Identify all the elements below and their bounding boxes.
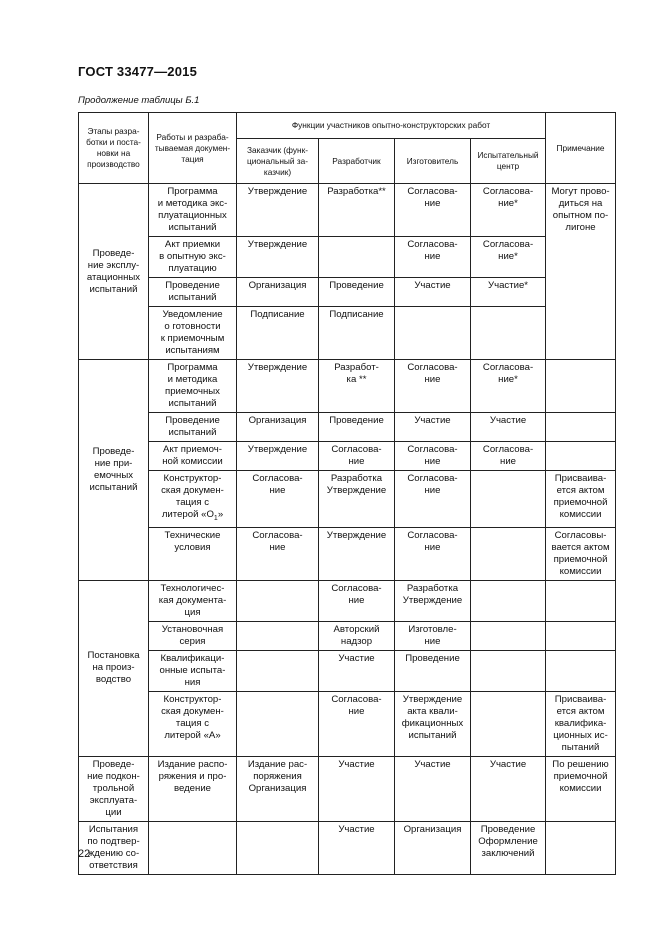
customer-cell: Организация <box>237 278 319 307</box>
work-cell: Акт приемоч- ной комиссии <box>149 442 237 471</box>
work-cell: Издание распо- ряжения и про- ведение <box>149 756 237 821</box>
manufacturer-cell: Участие <box>395 278 471 307</box>
table-row <box>79 360 616 413</box>
test-center-cell: Проведение Оформление заключений <box>471 821 546 874</box>
note-cell <box>546 650 616 691</box>
test-center-cell <box>471 471 546 528</box>
manufacturer-cell: Участие <box>395 756 471 821</box>
table-row <box>79 821 616 874</box>
table-row <box>79 307 616 360</box>
header-note: Примечание <box>546 113 616 184</box>
test-center-cell: Участие <box>471 756 546 821</box>
developer-cell: Участие <box>319 821 395 874</box>
note-cell: Согласовы- вается актом приемочной комиссии <box>546 527 616 580</box>
manufacturer-cell: Согласова- ние <box>395 527 471 580</box>
manufacturer-cell: Согласова- ние <box>395 442 471 471</box>
manufacturer-cell: Участие <box>395 413 471 442</box>
test-center-cell <box>471 580 546 621</box>
table-row <box>79 413 616 442</box>
table-row <box>79 580 616 621</box>
header-works: Работы и разраба- тываемая докумен- тация <box>149 113 237 184</box>
test-center-cell: Согласова- ние* <box>471 237 546 278</box>
manufacturer-cell: Разработка Утверждение <box>395 580 471 621</box>
note-cell <box>546 442 616 471</box>
work-cell: Программа и методика приемочных испытаний <box>149 360 237 413</box>
table-row <box>79 184 616 237</box>
work-cell: Проведение испытаний <box>149 278 237 307</box>
header-stages: Этапы разра- ботки и поста- новки на производство <box>79 113 149 184</box>
work-cell: Технические условия <box>149 527 237 580</box>
work-cell: Технологичес- кая документа- ция <box>149 580 237 621</box>
customer-cell: Согласова- ние <box>237 527 319 580</box>
work-cell: Установочная серия <box>149 621 237 650</box>
header-test-center: Испытательный центр <box>471 139 546 184</box>
work-cell: Проведение испытаний <box>149 413 237 442</box>
header-functions: Функции участников опытно-конструкторских работ <box>237 113 546 139</box>
note-cell <box>546 821 616 874</box>
table-caption: Продолжение таблицы Б.1 <box>78 95 200 106</box>
customer-cell: Подписание <box>237 307 319 360</box>
work-cell: Акт приемки в опытную экс- плуатацию <box>149 237 237 278</box>
developer-cell <box>319 237 395 278</box>
table-row <box>79 278 616 307</box>
customer-cell <box>237 580 319 621</box>
developer-cell: Проведение <box>319 413 395 442</box>
work-cell: Программа и методика экс- плуатационных испытаний <box>149 184 237 237</box>
stage-cell: Постановка на произ- водство <box>79 580 149 756</box>
manufacturer-cell <box>395 307 471 360</box>
table-row <box>79 621 616 650</box>
developer-cell: Разработ- ка ** <box>319 360 395 413</box>
developer-cell: Утверждение <box>319 527 395 580</box>
stage-cell: Проведе- ние эксплу- атационных испытаний <box>79 184 149 360</box>
manufacturer-cell: Организация <box>395 821 471 874</box>
customer-cell: Утверждение <box>237 184 319 237</box>
test-center-cell: Согласова- ние <box>471 442 546 471</box>
header-customer: Заказчик (функ- циональный за- казчик) <box>237 139 319 184</box>
stage-cell: Проведе- ние при- емочных испытаний <box>79 360 149 581</box>
test-center-cell: Участие <box>471 413 546 442</box>
table-row <box>79 650 616 691</box>
developer-cell: Участие <box>319 650 395 691</box>
standard-title: ГОСТ 33477—2015 <box>78 64 197 79</box>
participants-functions-table <box>78 112 616 875</box>
table-row <box>79 471 616 528</box>
table-row <box>79 527 616 580</box>
developer-cell: Разработка** <box>319 184 395 237</box>
developer-cell: Согласова- ние <box>319 691 395 756</box>
table-row <box>79 442 616 471</box>
test-center-cell <box>471 650 546 691</box>
developer-cell: Согласова- ние <box>319 442 395 471</box>
note-cell <box>546 580 616 621</box>
header-manufacturer: Изготовитель <box>395 139 471 184</box>
customer-cell: Утверждение <box>237 237 319 278</box>
customer-cell <box>237 650 319 691</box>
manufacturer-cell: Согласова- ние <box>395 471 471 528</box>
customer-cell <box>237 821 319 874</box>
manufacturer-cell: Утверждение акта квали- фикационных испытаний <box>395 691 471 756</box>
test-center-cell: Участие* <box>471 278 546 307</box>
customer-cell: Издание рас- поряжения Организация <box>237 756 319 821</box>
work-cell: Уведомление о готовности к приемочным испытаниям <box>149 307 237 360</box>
manufacturer-cell: Согласова- ние <box>395 360 471 413</box>
test-center-cell: Согласова- ние* <box>471 360 546 413</box>
note-cell <box>546 413 616 442</box>
work-cell: Конструктор- ская докумен- тация с литерой «А» <box>149 691 237 756</box>
header-developer: Разработчик <box>319 139 395 184</box>
work-cell: Квалификаци- онные испыта- ния <box>149 650 237 691</box>
table-row <box>79 237 616 278</box>
stage-cell: Проведе- ние подкон- трольной эксплуата- ции <box>79 756 149 821</box>
test-center-cell <box>471 691 546 756</box>
customer-cell <box>237 621 319 650</box>
manufacturer-cell: Согласова- ние <box>395 184 471 237</box>
customer-cell: Организация <box>237 413 319 442</box>
note-cell: Могут прово- диться на опытном по- лигоне <box>546 184 616 360</box>
test-center-cell <box>471 527 546 580</box>
developer-cell: Авторский надзор <box>319 621 395 650</box>
test-center-cell <box>471 621 546 650</box>
customer-cell: Утверждение <box>237 360 319 413</box>
note-cell: По решению приемочной комиссии <box>546 756 616 821</box>
developer-cell: Подписание <box>319 307 395 360</box>
customer-cell <box>237 691 319 756</box>
note-cell: Присваива- ется актом квалифика- ционных ис- пытаний <box>546 691 616 756</box>
work-cell <box>149 821 237 874</box>
note-cell: Присваива- ется актом приемочной комиссии <box>546 471 616 528</box>
customer-cell: Согласова- ние <box>237 471 319 528</box>
developer-cell: Разработка Утверждение <box>319 471 395 528</box>
manufacturer-cell: Изготовле- ние <box>395 621 471 650</box>
test-center-cell: Согласова- ние* <box>471 184 546 237</box>
table-row <box>79 691 616 756</box>
test-center-cell <box>471 307 546 360</box>
manufacturer-cell: Согласова- ние <box>395 237 471 278</box>
manufacturer-cell: Проведение <box>395 650 471 691</box>
note-cell <box>546 360 616 413</box>
page-number: 22 <box>78 848 91 860</box>
developer-cell: Проведение <box>319 278 395 307</box>
work-cell: Конструктор- ская докумен- тация с литерой «$О_1$» <box>149 471 237 528</box>
developer-cell: Согласова- ние <box>319 580 395 621</box>
customer-cell: Утверждение <box>237 442 319 471</box>
developer-cell: Участие <box>319 756 395 821</box>
note-cell <box>546 621 616 650</box>
stage-cell: Испытания по подтвер- ждению со- ответствия <box>79 821 149 874</box>
table-row <box>79 756 616 821</box>
